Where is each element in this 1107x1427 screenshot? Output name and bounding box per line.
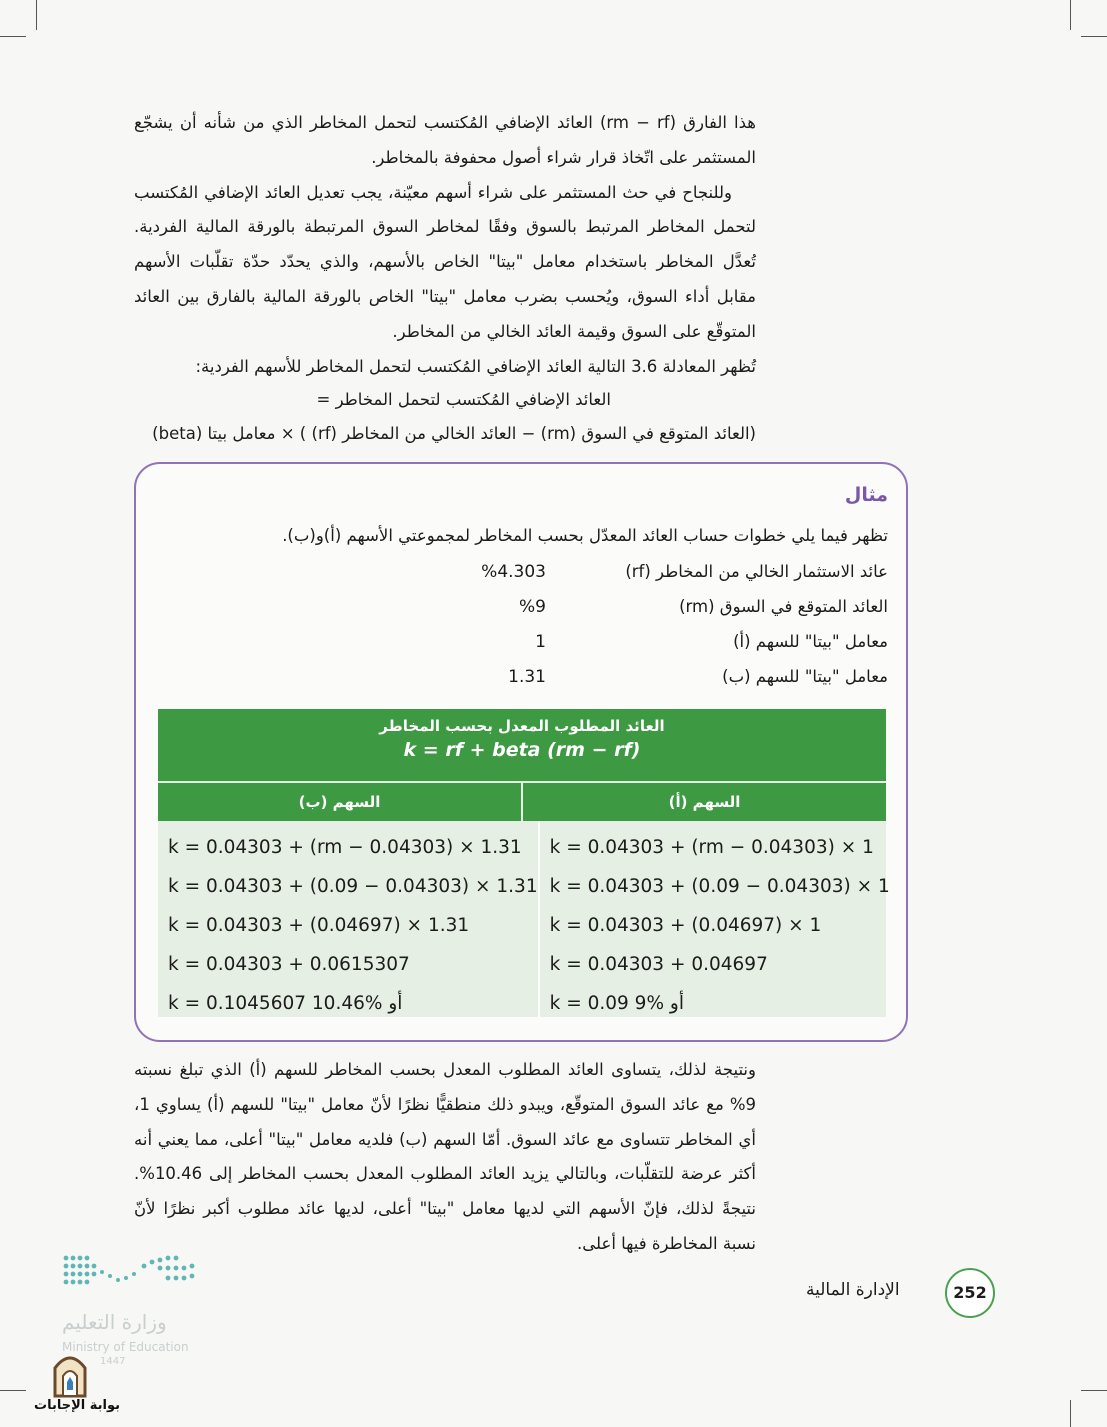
table-row: k = 0.04303 + (0.09 − 0.04303) × 1.31	[168, 876, 538, 897]
table-row: k = 0.04303 + (0.04697) × 1.31	[168, 915, 470, 936]
input-value-rf: %4.303	[481, 562, 546, 582]
ministry-name-arabic: وزارة التعليم	[62, 1310, 167, 1334]
equation-line-2: (العائد المتوقع في السوق (rm) − العائد الخالي من المخاطر (rf) ) × معامل بيتا (beta)	[152, 424, 756, 443]
crop-mark	[0, 36, 26, 37]
table-row: k = 0.04303 + (rm − 0.04303) × 1.31	[168, 837, 522, 858]
table-row: k = 0.09 أو %9	[549, 993, 684, 1014]
crop-mark	[0, 1390, 26, 1391]
example-box	[134, 462, 908, 1042]
page-number: 252	[945, 1268, 995, 1318]
paragraph-spread: هذا الفارق (rm − rf) العائد الإضافي المُكتسب لتحمل المخاطر الذي من شأنه أن يشجّع المستثمر على اتّخاذ قرار شراء أصول محفوفة بالمخاطر.	[134, 113, 756, 167]
table-column-headers	[158, 781, 886, 821]
table-formula: k = rf + beta (rm − rf)	[403, 739, 641, 761]
input-value-rm: %9	[519, 597, 546, 617]
paragraph-conclusion: ونتيجة لذلك، يتساوى العائد المطلوب المعدل بحسب المخاطر للسهم (أ) الذي تبلغ نسبته 9% مع عائد السوق المتوقّع، ويبدو ذلك منطقيًّا نظرًا لأنّ معامل "بيتا" للسهم (أ) يساوي 1، أي المخاطر تتساوى مع عائد السوق. أمّا السهم (ب) فلديه معامل "بيتا" أعلى، مما يعني أنه أكثر عرضة للتقلّبات، وبالتالي يزيد العائد المطلوب المعدل بحسب المخاطر إلى 10.46%. نتيجةً لذلك، فإنّ الأسهم التي لديها معامل "بيتا" أعلى، لديها عائد مطلوب أكبر نظرًا لأنّ نسبة المخاطرة فيها أعلى.	[134, 1060, 756, 1253]
input-label-beta-b: معامل "بيتا" للسهم (ب)	[722, 667, 888, 686]
paragraph-beta: وللنجاح في حث المستثمر على شراء أسهم معيّنة، يجب تعديل العائد الإضافي المُكتسب لتحمل المخاطر المرتبط بالسوق وفقًا لمخاطر السوق المرتبطة بالورقة المالية الفردية. تُعدَّل المخاطر باستخدام معامل "بيتا" الخاص بالأسهم، والذي يحدّد حدّة تقلّبات الأسهم مقابل أداء السوق، ويُحسب بضرب معامل "بيتا" الخاص بالورقة المالية بالفارق بين العائد المتوقّع على السوق وقيمة العائد الخالي من المخاطر.	[134, 182, 756, 341]
table-row: k = 0.04303 + (0.09 − 0.04303) × 1	[549, 876, 890, 897]
table-row: k = 0.04303 + (0.04697) × 1	[549, 915, 822, 936]
column-a	[540, 821, 890, 1017]
crop-mark	[1081, 36, 1107, 37]
intro-text	[134, 106, 756, 384]
column-header-b: السهم (ب)	[158, 783, 523, 821]
site-name: بوابة الإجابات	[34, 1398, 120, 1413]
table-row: k = 0.04303 + 0.0615307	[168, 954, 410, 975]
required-return-table	[158, 709, 890, 1017]
table-header	[158, 709, 886, 781]
column-b	[158, 821, 540, 1017]
table-body	[158, 821, 890, 1017]
ministry-name-english: Ministry of Education	[62, 1340, 189, 1354]
input-value-beta-a: 1	[535, 632, 546, 652]
crop-mark	[1081, 1390, 1107, 1391]
site-logo-icon	[45, 1346, 95, 1398]
input-value-beta-b: 1.31	[508, 667, 546, 687]
equation-line-1: العائد الإضافي المُكتسب لتحمل المخاطر =	[316, 390, 611, 409]
paragraph-equation-intro: تُظهر المعادلة 3.6 التالية العائد الإضافي المُكتسب لتحمل المخاطر للأسهم الفردية:	[195, 356, 756, 376]
crop-mark	[1070, 1400, 1071, 1427]
input-label-rm: العائد المتوقع في السوق (rm)	[679, 597, 888, 616]
ministry-logo-icon	[62, 1252, 198, 1296]
section-title: الإدارة المالية	[806, 1280, 900, 1300]
table-row: k = 0.1045607 أو %10.46	[168, 993, 403, 1014]
column-header-a: السهم (أ)	[668, 793, 741, 811]
table-title: العائد المطلوب المعدل بحسب المخاطر	[379, 717, 665, 735]
input-label-rf: عائد الاستثمار الخالي من المخاطر (rf)	[625, 562, 888, 581]
example-intro: تظهر فيما يلي خطوات حساب العائد المعدّل بحسب المخاطر لمجموعتي الأسهم (أ)و(ب).	[282, 526, 888, 545]
input-label-beta-a: معامل "بيتا" للسهم (أ)	[733, 632, 888, 651]
example-title: مثال	[844, 484, 888, 506]
table-row: k = 0.04303 + 0.04697	[549, 954, 768, 975]
crop-mark	[36, 0, 37, 30]
ministry-year: 1447	[100, 1356, 126, 1367]
crop-mark	[1070, 0, 1071, 30]
conclusion-text	[134, 1053, 756, 1262]
table-row: k = 0.04303 + (rm − 0.04303) × 1	[549, 837, 874, 858]
